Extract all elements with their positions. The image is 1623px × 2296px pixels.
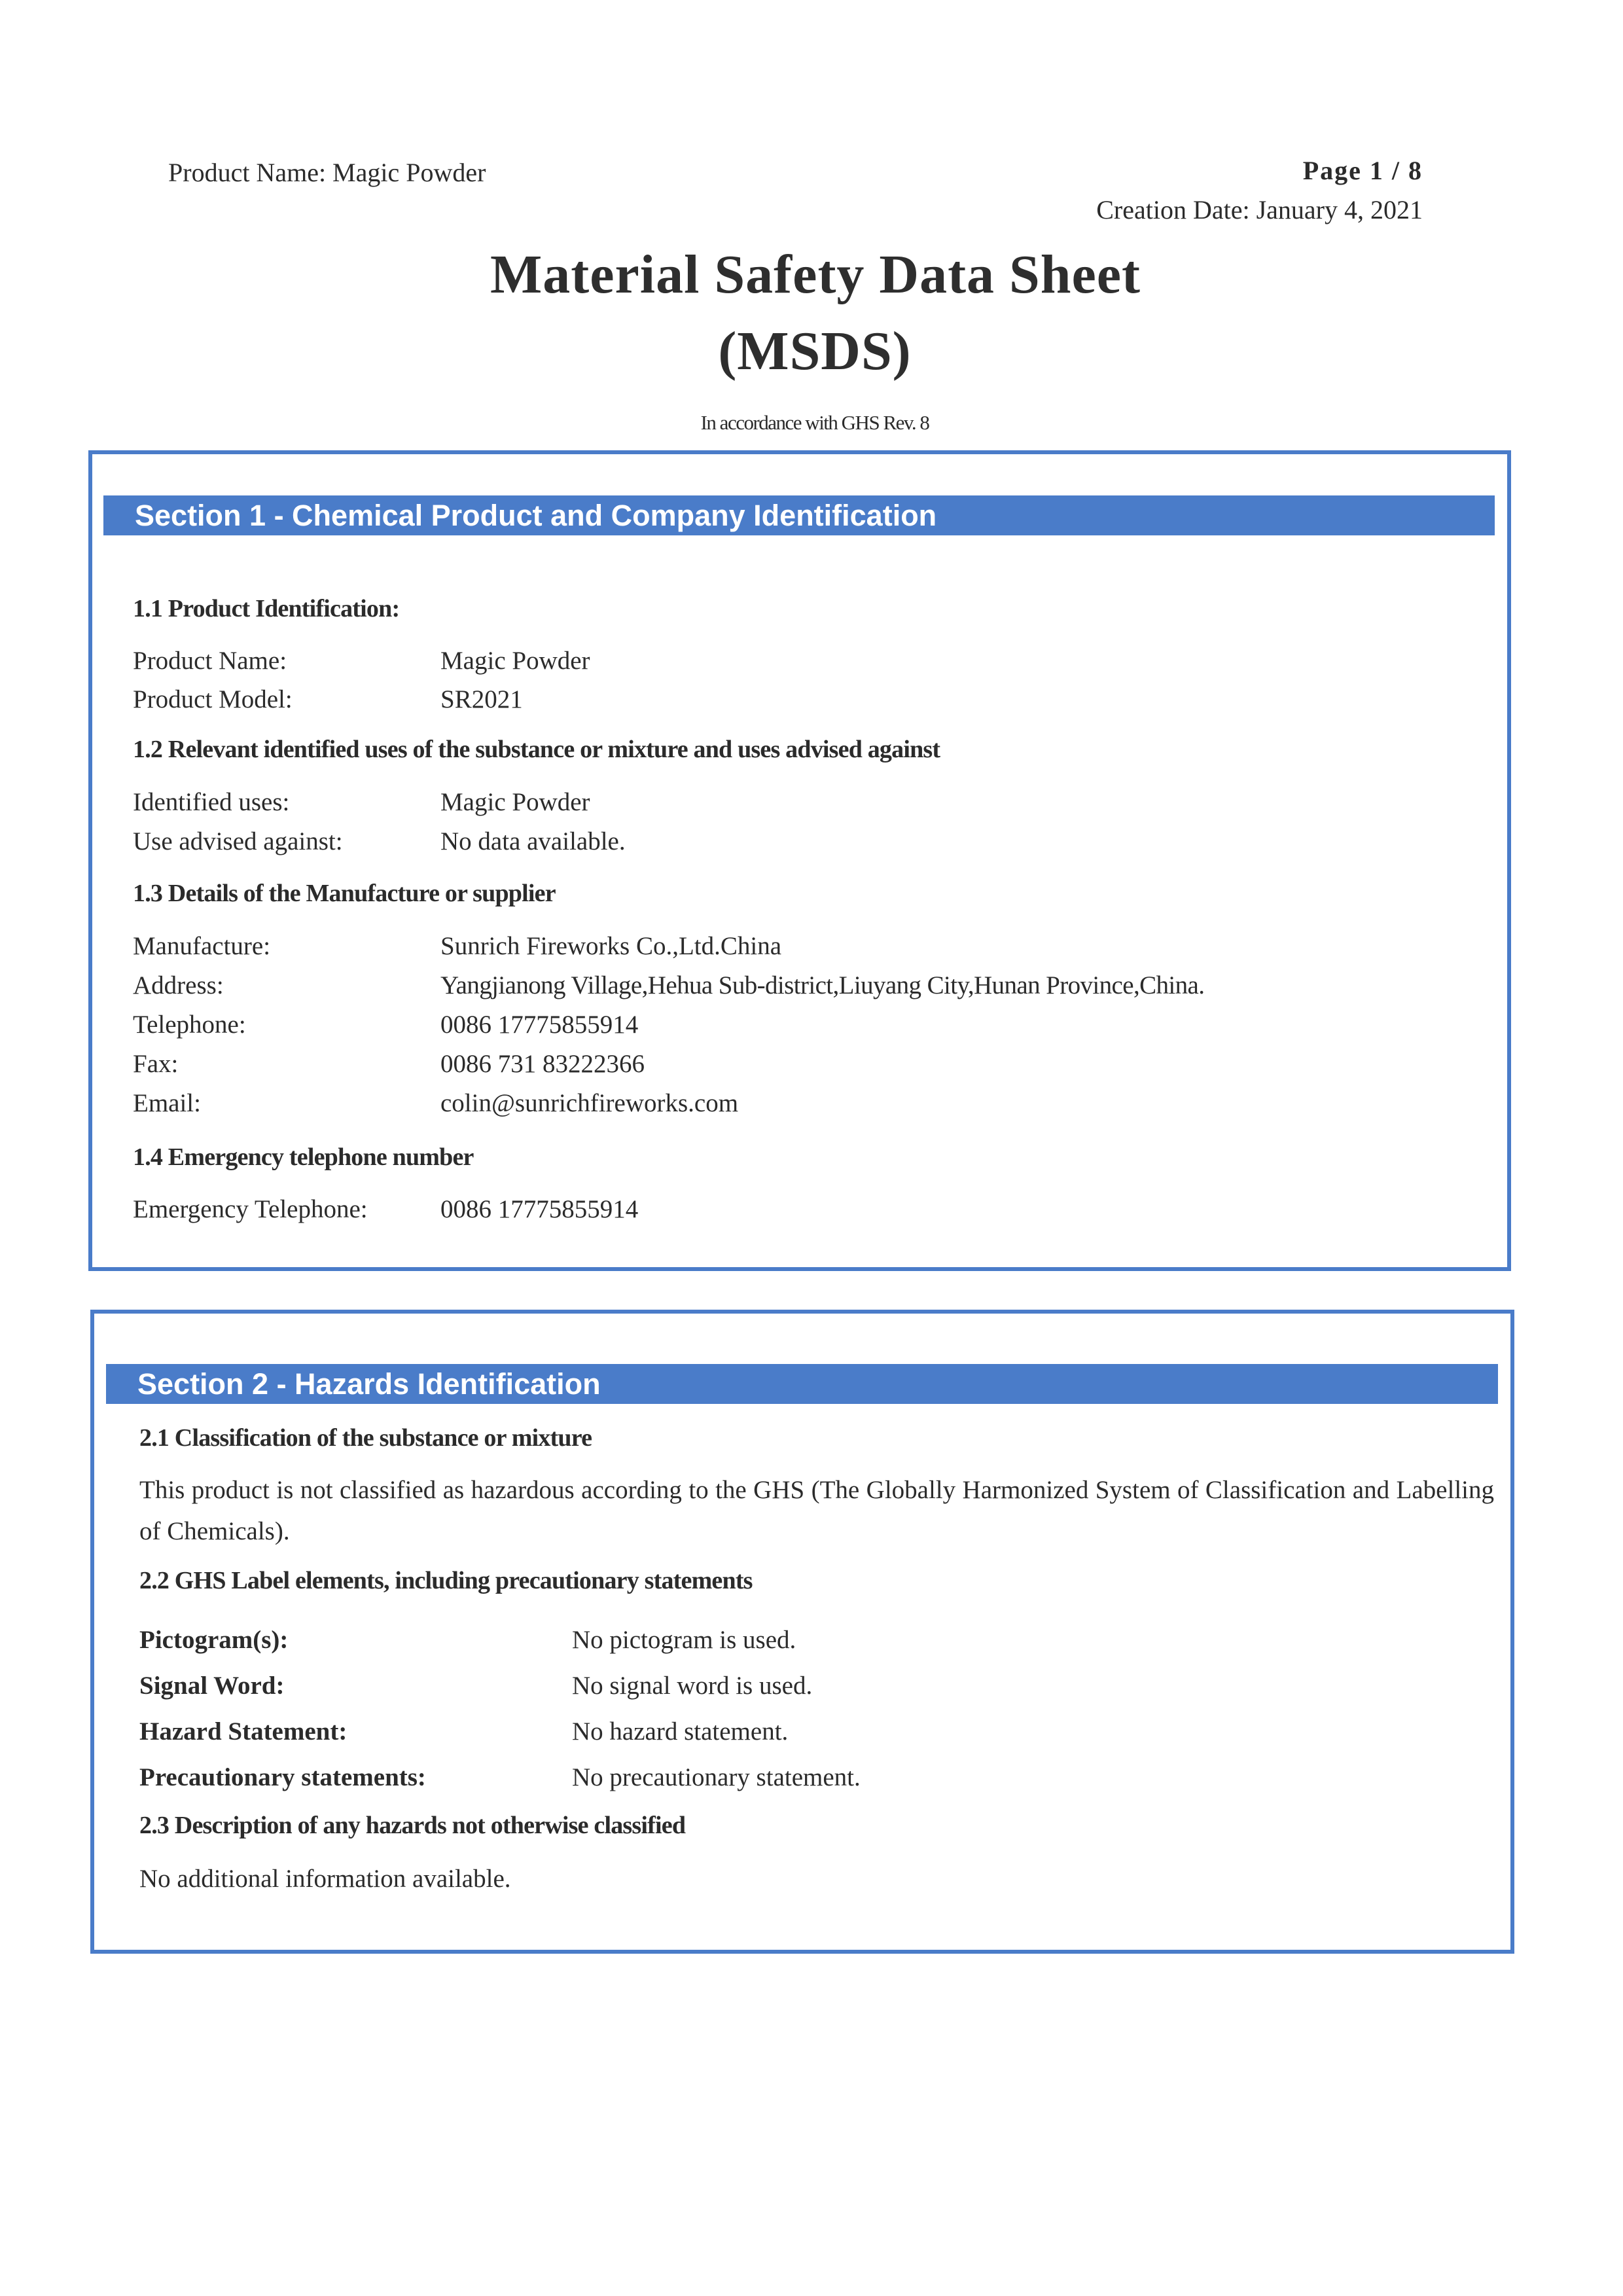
field-label: Email: bbox=[133, 1089, 201, 1117]
section-2-box bbox=[90, 1310, 1514, 1954]
additional-info-text: No additional information available. bbox=[139, 1865, 511, 1893]
field-value-emergency-telephone: 0086 17775855914 bbox=[440, 1195, 639, 1223]
section-2-1-heading: 2.1 Classification of the substance or mixture bbox=[139, 1424, 592, 1452]
section-2-3-heading: 2.3 Description of any hazards not otherwise classified bbox=[139, 1812, 686, 1839]
field-label: Fax: bbox=[133, 1050, 179, 1078]
field-value-product-name: Magic Powder bbox=[440, 647, 590, 675]
field-value-pictograms: No pictogram is used. bbox=[572, 1626, 796, 1654]
field-value-manufacture: Sunrich Fireworks Co.,Ltd.China bbox=[440, 932, 782, 960]
field-label-signal-word: Signal Word: bbox=[139, 1672, 285, 1700]
page-title: Material Safety Data Sheet bbox=[490, 244, 1141, 305]
section-1-1-heading: 1.1 Product Identification: bbox=[133, 595, 400, 622]
creation-date: Creation Date: January 4, 2021 bbox=[1096, 195, 1423, 224]
field-value-hazard-statement: No hazard statement. bbox=[572, 1717, 789, 1746]
field-value-email[interactable]: colin@sunrichfireworks.com bbox=[440, 1089, 739, 1117]
section-1-4-heading: 1.4 Emergency telephone number bbox=[133, 1143, 474, 1171]
field-label: Manufacture: bbox=[133, 932, 271, 960]
section-1-2-heading: 1.2 Relevant identified uses of the substance or mixture and uses advised against bbox=[133, 736, 940, 763]
classification-text: This product is not classified as hazardous according to the GHS (The Globally Harmonized System of Classification and Labelling of Chemicals). bbox=[139, 1476, 1494, 1545]
field-value-signal-word: No signal word is used. bbox=[572, 1672, 813, 1700]
field-label: Telephone: bbox=[133, 1011, 246, 1039]
field-label-hazard-statement: Hazard Statement: bbox=[139, 1717, 348, 1746]
field-value-address: Yangjianong Village,Hehua Sub-district,Liuyang City,Hunan Province,China. bbox=[440, 971, 1205, 999]
section-1-3-heading: 1.3 Details of the Manufacture or supplier bbox=[133, 880, 556, 907]
section-1-header: Section 1 - Chemical Product and Company Identification bbox=[103, 495, 1495, 535]
field-label-pictograms: Pictogram(s): bbox=[139, 1626, 289, 1654]
ghs-note: In accordance with GHS Rev. 8 bbox=[700, 411, 929, 434]
field-label-precautionary-statements: Precautionary statements: bbox=[139, 1763, 426, 1791]
field-value-fax: 0086 731 83222366 bbox=[440, 1050, 645, 1078]
header-product-name: Product Name: Magic Powder bbox=[168, 158, 486, 187]
page-number: Page 1 / 8 bbox=[1302, 156, 1423, 185]
section-2-header: Section 2 - Hazards Identification bbox=[106, 1364, 1498, 1404]
field-label: Address: bbox=[133, 971, 224, 999]
field-label: Product Name: bbox=[133, 647, 287, 675]
section-2-2-heading: 2.2 GHS Label elements, including precautionary statements bbox=[139, 1567, 753, 1594]
field-value-product-model: SR2021 bbox=[440, 685, 523, 713]
field-label: Identified uses: bbox=[133, 788, 290, 816]
field-value-use-advised-against: No data available. bbox=[440, 827, 626, 855]
field-value-telephone: 0086 17775855914 bbox=[440, 1011, 639, 1039]
page-subtitle: (MSDS) bbox=[718, 321, 912, 382]
field-label: Product Model: bbox=[133, 685, 293, 713]
field-label: Emergency Telephone: bbox=[133, 1195, 368, 1223]
field-value-precautionary-statements: No precautionary statement. bbox=[572, 1763, 861, 1791]
field-value-identified-uses: Magic Powder bbox=[440, 788, 590, 816]
field-label: Use advised against: bbox=[133, 827, 343, 855]
